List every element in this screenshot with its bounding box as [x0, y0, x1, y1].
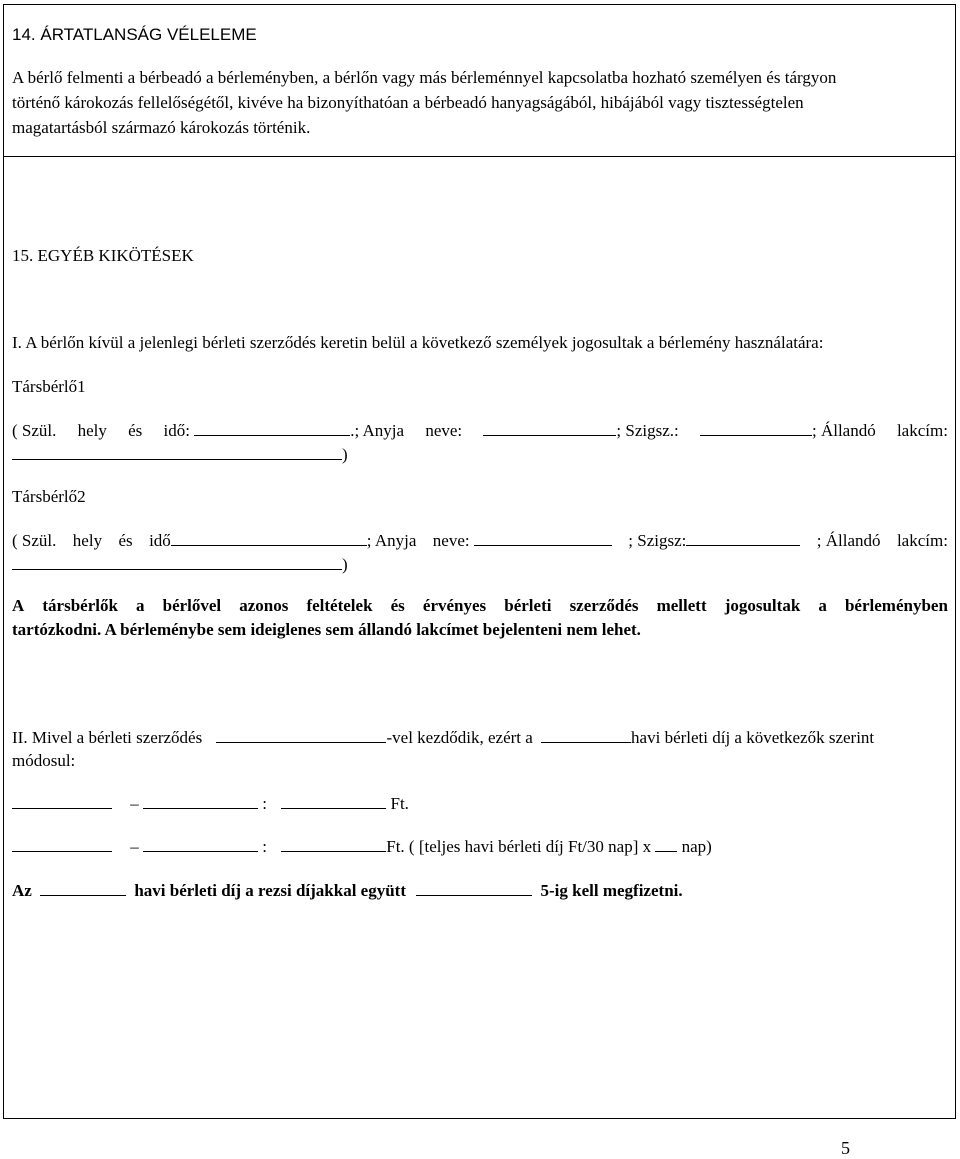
contract-start-blank[interactable] — [216, 741, 386, 743]
rule-word: A — [12, 596, 25, 615]
rule-word: jogosultak — [724, 596, 801, 615]
rule-word: azonos — [239, 596, 289, 615]
row1-colon: : — [262, 794, 267, 813]
rent-change-text: -vel kezdődik, ezért a — [386, 728, 533, 747]
cotenant-rule-line-1 — [12, 596, 948, 616]
rent-change-line-1 — [12, 728, 874, 748]
row2-days-blank[interactable] — [655, 850, 677, 852]
tenant2-word: ( Szül. — [12, 531, 57, 550]
tenant2-word: ; Anyja — [366, 531, 417, 550]
month-blank[interactable] — [541, 741, 631, 743]
rule-word: bérlővel — [162, 596, 222, 615]
row2-from-blank[interactable] — [12, 850, 112, 852]
tenant1-word: .; Anyja — [350, 421, 405, 440]
tenant1-close-paren: ) — [342, 445, 348, 464]
tenant2-label: Társbérlő2 — [12, 487, 86, 506]
rule-word: és — [390, 596, 405, 615]
tenant1-word: idő: — [163, 421, 190, 440]
row2-days-text: nap) — [681, 837, 712, 856]
tenant1-word: neve: — [425, 421, 463, 440]
tenant1-birth-blank[interactable] — [194, 434, 350, 436]
tenant2-word: ; Állandó — [816, 531, 881, 550]
tenant1-details-line — [12, 421, 948, 441]
tenant2-birth-blank[interactable] — [171, 544, 367, 546]
row1-ft: Ft. — [390, 794, 409, 813]
row2-amount-blank[interactable] — [281, 850, 386, 852]
section-14-title: 14. ÁRTATLANSÁG VÉLELEME — [12, 25, 257, 44]
rule-word: feltételek — [306, 596, 373, 615]
rent-change-line-2: módosul: — [12, 751, 76, 770]
row2-colon: : — [262, 837, 267, 856]
tenant2-word: és — [118, 531, 133, 550]
tenant1-label: Társbérlő1 — [12, 377, 86, 396]
tenant2-word: hely — [72, 531, 103, 550]
payment-due-text: 5-ig kell megfizetni. — [540, 881, 683, 900]
rule-word: érvényes — [422, 596, 487, 615]
payment-due-line — [12, 881, 683, 901]
tenant1-address-blank[interactable] — [12, 458, 342, 460]
tenant1-mother-blank[interactable] — [483, 434, 616, 436]
tenant1-word: ; Állandó — [811, 421, 876, 440]
tenant2-mother-blank[interactable] — [474, 544, 612, 546]
tenant1-word: hely — [77, 421, 107, 440]
tenant2-word: ; Szigsz: — [628, 531, 687, 550]
tenant2-details-line — [12, 531, 948, 551]
tenant1-word: lakcím: — [896, 421, 948, 440]
row2-formula: Ft. ( [teljes havi bérleti díj Ft/30 nap] x — [386, 837, 652, 856]
rule-word: szerződés — [569, 596, 639, 615]
tenant2-word: neve: — [432, 531, 470, 550]
row2-dash: – — [130, 837, 139, 856]
section-15-intro: I. A bérlőn kívül a jelenlegi bérleti szerződés keretin belül a következő személyek jogosultak a bérlemény használatára: — [12, 333, 824, 352]
tenant2-address-line — [12, 555, 348, 575]
payment-due-text: havi bérleti díj a rezsi díjakkal együtt — [134, 881, 407, 900]
page-number: 5 — [841, 1138, 850, 1158]
payment-due-text: Az — [12, 881, 32, 900]
rent-change-text: II. Mivel a bérleti szerződés — [12, 728, 203, 747]
tenant2-word: idő — [149, 531, 171, 550]
rent-row-2 — [12, 837, 712, 857]
cotenant-rule-line-2: tartózkodni. A bérleménybe sem ideiglenes sem állandó lakcímet bejelenteni nem lehet. — [12, 620, 641, 639]
payment-day-blank[interactable] — [416, 894, 532, 896]
rent-row-1 — [12, 794, 409, 814]
tenant1-id-blank[interactable] — [700, 434, 812, 436]
row1-amount-blank[interactable] — [281, 807, 386, 809]
section-14-paragraph-line-3: magatartásból származó károkozás történik. — [12, 118, 311, 137]
tenant2-close-paren: ) — [342, 555, 348, 574]
tenant2-word: lakcím: — [896, 531, 948, 550]
tenant1-address-line — [12, 445, 348, 465]
section-14-paragraph-line-1: A bérlő felmenti a bérbeadó a bérleményben, a bérlőn vagy más bérleménnyel kapcsolatba hozható személyen és tárgyon — [12, 68, 837, 87]
tenant2-id-blank[interactable] — [686, 544, 800, 546]
rule-word: bérleti — [504, 596, 552, 615]
tenant1-word: ; Szigsz.: — [616, 421, 679, 440]
section-15-title: 15. EGYÉB KIKÖTÉSEK — [12, 246, 194, 265]
row2-to-blank[interactable] — [143, 850, 258, 852]
payment-month-blank[interactable] — [40, 894, 126, 896]
section-14-paragraph-line-2: történő károkozás fellelőségétől, kivéve ha bizonyíthatóan a bérbeadó hanyagságából, hibájából vagy tisztességtelen — [12, 93, 804, 112]
tenant2-address-blank[interactable] — [12, 568, 342, 570]
row1-to-blank[interactable] — [143, 807, 258, 809]
tenant1-word: és — [128, 421, 143, 440]
rule-word: bérleményben — [844, 596, 948, 615]
row1-from-blank[interactable] — [12, 807, 112, 809]
rule-word: a — [136, 596, 145, 615]
row1-dash: – — [130, 794, 139, 813]
rule-word: társbérlők — [42, 596, 118, 615]
rule-word: a — [818, 596, 827, 615]
tenant1-word: ( Szül. — [12, 421, 57, 440]
rule-word: mellett — [656, 596, 707, 615]
rent-change-text: havi bérleti díj a következők szerint — [631, 728, 875, 747]
